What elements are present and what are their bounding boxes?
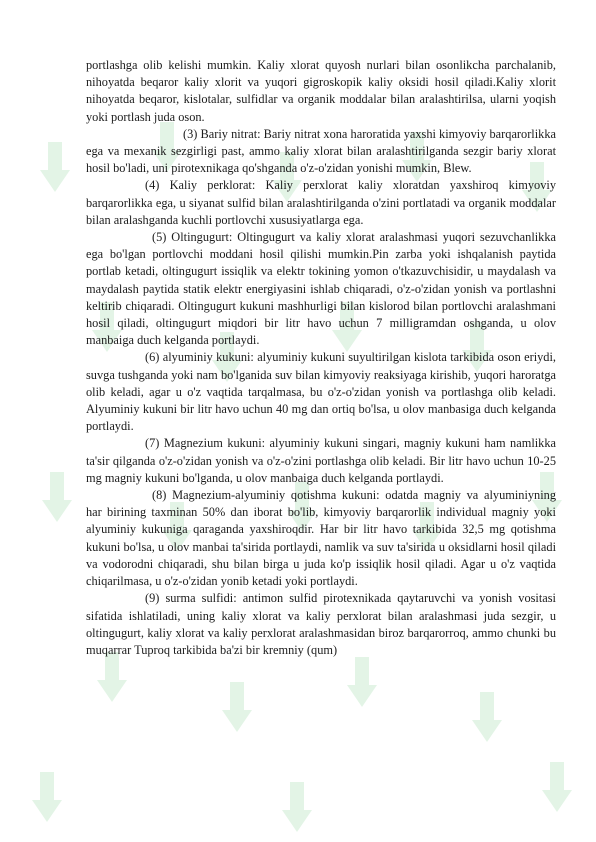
paragraph-surma-sulfidi: (9) surma sulfidi: antimon sulfid pirotexnikada qaytaruvchi va yonish vositasi sifatida ishlatiladi, uning kaliy xlorat va kaliy perxlorat bilan aralashmasi juda sezgir, u oltingugurt, kaliy xlorat va kaliy perxlorat aralashmasidan biroz barqarorroq, ammo chunki bu muqarrar Tuproq tarkibida ba'zi bir kremniy (qum) bbox=[86, 591, 556, 657]
paragraph-oltingugurt: (5) Oltingugurt: Oltingugurt va kaliy xlorat aralashmasi yuqori sezuvchanlikka ega bo'lgan portlovchi moddani hosil qilishi mumkin.Pin zarba yoki ishqalanish paytida portlab ketadi, oltingugurt issiqlik va elektr tokining yomon o'tkazuvchisidir, u maydalash va maydalash paytida statik elektr energiyasini ishlab chiqaradi, o'z-o'zidan yonish va portlashni keltirib chiqaradi. Oltingugurt kukuni mashhurligi bilan kislorod bilan portlovchi aralashmani hosil qiladi, oltingugurt miqdori bir litr havo uchun 7 milligramdan oshganda, u olov manbaiga duch kelganda portlaydi. bbox=[86, 230, 556, 348]
paragraph-kaliy-xlorat-continued: portlashga olib kelishi mumkin. Kaliy xlorat quyosh nurlari bilan osonlikcha parchalanib, nihoyatda beqaror kaliy xlorit va yuqori gigroskopik kaliy oksidi hosil qiladi.Kaliy xlorit nihoyatda beqaror, kislotalar, sulfidlar va organik moddalar bilan aralashtirilsa, ularni yoqish yoki portlash juda oson. bbox=[86, 58, 556, 124]
watermark-logo-icon bbox=[470, 690, 504, 744]
watermark-logo-icon bbox=[30, 770, 64, 824]
paragraph-magnezium-alyuminiy: (8) Magnezium-alyuminiy qotishma kukuni: odatda magniy va alyuminiyning har birining taxminan 50% dan iborat bo'lib, kimyoviy barqarorlik individual magniy yoki alyuminiy kukuniga qaraganda yaxshiroqdir. Har bir litr havo tarkibida 32,5 mg qotishma kukuni bo'lsa, u olov manbai ta'sirida portlaydi, namlik va suv ta'sirida u oksidlarni hosil qiladi va vodorodni chiqaradi, shu bilan birga u juda ko'p issiqlik hosil qiladi. Agar u o'z vaqtida chiqarilmasa, u o'z-o'zidan yonib ketadi yoki portlaydi. bbox=[86, 488, 556, 589]
watermark-logo-icon bbox=[280, 780, 314, 834]
document-body bbox=[86, 57, 556, 659]
paragraph-kaliy-perklorat: (4) Kaliy perklorat: Kaliy perxlorat kaliy xloratdan yaxshiroq kimyoviy barqarorlikka ega, u siyanat sulfid bilan aralashtirilganda o'zini portlatadi va organik moddalar bilan aralashganda kuchli portlovchi xususiyatlarga ega. bbox=[86, 178, 556, 227]
watermark-logo-icon bbox=[38, 140, 72, 194]
watermark-logo-icon bbox=[220, 680, 254, 734]
watermark-logo-icon bbox=[345, 655, 379, 709]
watermark-logo-icon bbox=[540, 760, 574, 814]
paragraph-alyuminiy-kukuni: (6) alyuminiy kukuni: alyuminiy kukuni suyultirilgan kislota tarkibida oson eriydi, suvga tushganda yoki nam bo'lganida suv bilan kimyoviy reaksiyaga kirishib, yuqori haroratga olib keladi, agar u o'z vaqtida tarqalmasa, bu o'z-o'zidan yonish va portlashga olib keladi. Alyuminiy kukuni bir litr havo uchun 40 mg dan ortiq bo'lsa, u olov manbasiga duch kelganda portlaydi. bbox=[86, 350, 556, 434]
paragraph-bariy-nitrat: (3) Bariy nitrat: Bariy nitrat xona haroratida yaxshi kimyoviy barqarorlikka ega va mexanik sezgirligi past, ammo kaliy xlorat bilan aralashtirilganda sezgir bariy xlorat hosil bo'ladi, uni pirotexnikaga qo'shganda o'z-o'zidan yonishi mumkin, Blew. bbox=[86, 126, 556, 176]
paragraph-magnezium-kukuni: (7) Magnezium kukuni: alyuminiy kukuni singari, magniy kukuni ham namlikka ta'sir qilganda o'z-o'zidan yonish va o'z-o'zini portlashga olib keladi. Bir litr havo uchun 10-25 mg magniy kukuni bo'lganda, u olov manbaiga duch kelganda portlaydi. bbox=[86, 436, 556, 485]
watermark-logo-icon bbox=[40, 470, 74, 524]
